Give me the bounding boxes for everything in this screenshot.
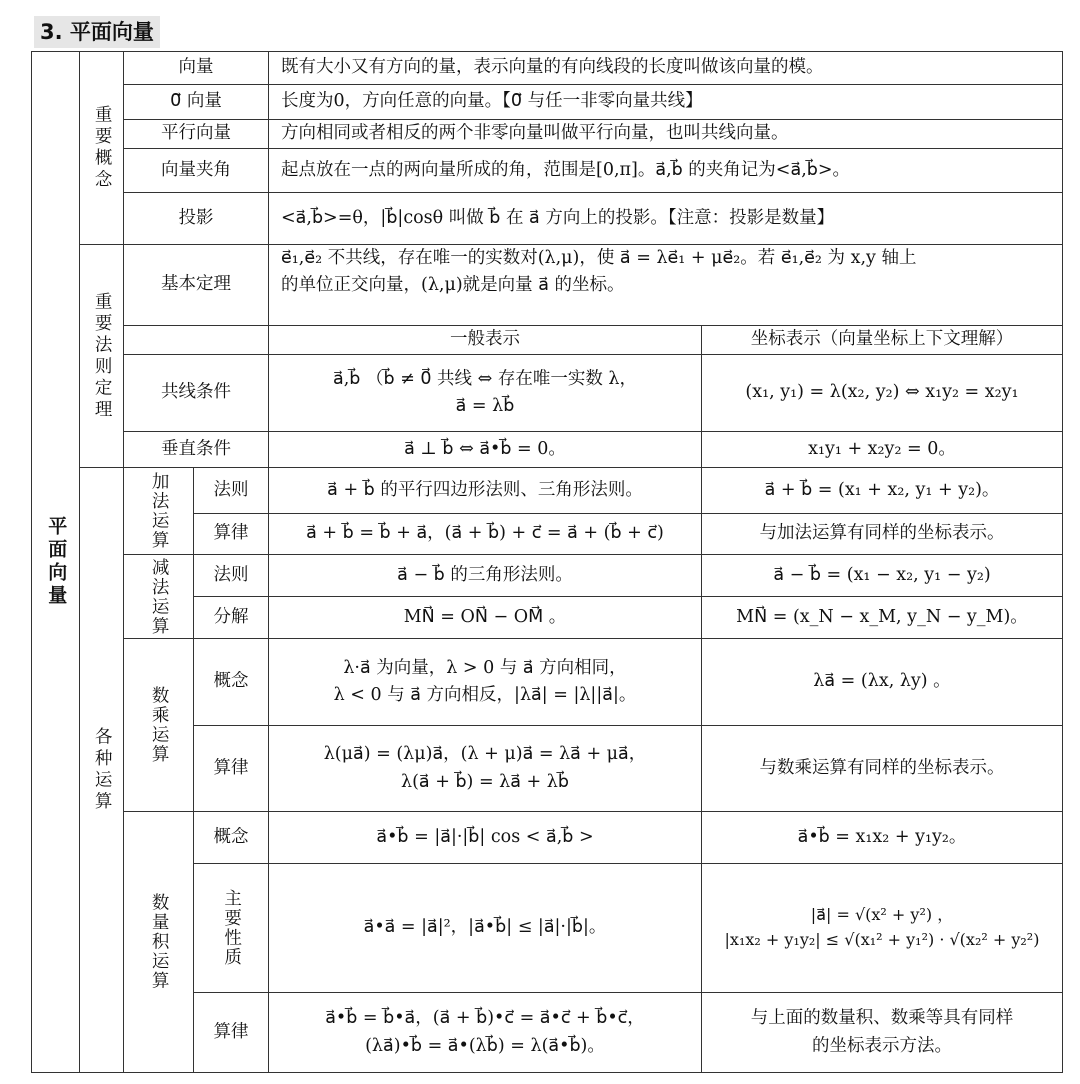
- group-theorems: 重要法则定理: [79, 244, 124, 468]
- scalar-concept-coord: λa⃗ = (λx, λy) 。: [701, 638, 1063, 726]
- op-label: 概念: [193, 811, 269, 864]
- op-add: 加法运算: [123, 467, 194, 555]
- dot-concept-coord: a⃗•b⃗ = x₁x₂ + y₁y₂。: [701, 811, 1063, 864]
- header-coord: 坐标表示（向量坐标上下文理解）: [701, 325, 1063, 355]
- theorem-name: 共线条件: [123, 354, 269, 432]
- sub-decomp-general: MN⃗ = ON⃗ − OM⃗ 。: [268, 596, 702, 639]
- scalar-concept-line2: λ < 0 与 a⃗ 方向相反，|λa⃗| = |λ||a⃗|。: [333, 685, 637, 705]
- group-concepts: 重要概念: [79, 51, 124, 245]
- op-label: 算律: [193, 992, 269, 1073]
- dot-props-general: a⃗•a⃗ = |a⃗|²，|a⃗•b⃗| ≤ |a⃗|·|b⃗|。: [268, 863, 702, 993]
- header-blank: [123, 325, 269, 355]
- concept-name: 向量: [123, 51, 269, 85]
- perp-general: a⃗ ⊥ b⃗ ⇔ a⃗•b⃗ = 0。: [268, 431, 702, 468]
- op-label: 分解: [193, 596, 269, 639]
- dot-props-coord: [701, 863, 1063, 993]
- header-general: 一般表示: [268, 325, 702, 355]
- concept-name: 向量夹角: [123, 148, 269, 193]
- concept-desc: 既有大小又有方向的量，表示向量的有向线段的长度叫做该向量的模。: [268, 51, 1063, 85]
- scalar-law-line1: λ(μa⃗) = (λμ)a⃗，(λ + μ)a⃗ = λa⃗ + μa⃗，: [323, 744, 647, 765]
- add-law-coord: 与加法运算有同样的坐标表示。: [701, 513, 1063, 555]
- collinear-gen-line2: a⃗ = λb⃗: [455, 396, 515, 416]
- scalar-law-coord: 与数乘运算有同样的坐标表示。: [701, 725, 1063, 812]
- concept-desc: 方向相同或者相反的两个非零向量叫做平行向量，也叫共线向量。: [268, 119, 1063, 149]
- scalar-concept-general: [268, 638, 702, 726]
- sub-decomp-coord: MN⃗ = (x_N − x_M, y_N − y_M)。: [701, 596, 1063, 639]
- group-operations: 各种运算: [79, 467, 124, 1073]
- concept-desc: 长度为0，方向任意的向量。【0⃗ 与任一非零向量共线】: [268, 84, 1063, 120]
- op-scalar: 数乘运算: [123, 638, 194, 812]
- collinear-gen-line1: a⃗,b⃗ （b⃗ ≠ 0⃗ 共线 ⇔ 存在唯一实数 λ，: [333, 368, 637, 389]
- collinear-coord: (x₁, y₁) = λ(x₂, y₂) ⇔ x₁y₂ = x₂y₁: [701, 354, 1063, 432]
- dot-concept-general: a⃗•b⃗ = |a⃗|·|b⃗| cos < a⃗,b⃗ >: [268, 811, 702, 864]
- add-rule-coord: a⃗ + b⃗ = (x₁ + x₂, y₁ + y₂)。: [701, 467, 1063, 514]
- theorem-name: 基本定理: [123, 244, 269, 326]
- section-title: 3. 平面向量: [34, 16, 160, 48]
- dot-law-coord: [701, 992, 1063, 1073]
- scalar-law-general: [268, 725, 702, 812]
- dot-law-line1: a⃗•b⃗ = b⃗•a⃗，(a⃗ + b⃗)•c⃗ = a⃗•c⃗ + b⃗•c⃗，: [325, 1008, 645, 1029]
- op-sub: 减法运算: [123, 554, 194, 639]
- theorem-name: 垂直条件: [123, 431, 269, 468]
- op-dot: 数量积运算: [123, 811, 194, 1073]
- dot-law-general: [268, 992, 702, 1073]
- op-label: 算律: [193, 513, 269, 555]
- sub-rule-general: a⃗ − b⃗ 的三角形法则。: [268, 554, 702, 597]
- topic-label: 平面向量: [31, 51, 80, 1073]
- dot-law-coord-line1: 与上面的数量积、数乘等具有同样: [750, 1008, 1014, 1029]
- op-label: 法则: [193, 554, 269, 597]
- concept-name: 平行向量: [123, 119, 269, 149]
- dot-law-line2: (λa⃗)•b⃗ = a⃗•(λb⃗) = λ(a⃗•b⃗)。: [365, 1035, 605, 1056]
- perp-coord: x₁y₁ + x₂y₂ = 0。: [701, 431, 1063, 468]
- dot-props-coord-line2: |x₁x₂ + y₁y₂| ≤ √(x₁² + y₁²) · √(x₂² + y₂²): [724, 930, 1040, 949]
- concept-desc: <a⃗,b⃗>=θ，|b⃗|cosθ 叫做 b⃗ 在 a⃗ 方向上的投影。【注意：投影是数量】: [268, 192, 1063, 245]
- op-label: 概念: [193, 638, 269, 726]
- scalar-law-line2: λ(a⃗ + b⃗) = λa⃗ + λb⃗: [401, 771, 569, 792]
- concept-name: 投影: [123, 192, 269, 245]
- sub-rule-coord: a⃗ − b⃗ = (x₁ − x₂, y₁ − y₂): [701, 554, 1063, 597]
- dot-props-coord-line1: |a⃗| = √(x² + y²) ，: [810, 905, 954, 925]
- theorem-basic-desc: [268, 244, 1063, 326]
- add-law-general: a⃗ + b⃗ = b⃗ + a⃗，(a⃗ + b⃗) + c⃗ = a⃗ + (b⃗ + c⃗): [268, 513, 702, 555]
- op-label: 主要性质: [193, 863, 269, 993]
- scalar-concept-line1: λ·a⃗ 为向量，λ > 0 与 a⃗ 方向相同，: [343, 657, 627, 678]
- collinear-general: [268, 354, 702, 432]
- concept-name: 0⃗ 向量: [123, 84, 269, 120]
- theorem-basic-line1: e⃗₁,e⃗₂ 不共线，存在唯一的实数对(λ,μ)，使 a⃗ = λe⃗₁ + μe⃗₂。若 e⃗₁,e⃗₂ 为 x,y 轴上: [281, 248, 917, 268]
- op-label: 法则: [193, 467, 269, 514]
- concept-desc: 起点放在一点的两向量所成的角，范围是[0,π]。a⃗,b⃗ 的夹角记为<a⃗,b⃗>。: [268, 148, 1063, 193]
- add-rule-general: a⃗ + b⃗ 的平行四边形法则、三角形法则。: [268, 467, 702, 514]
- op-label: 算律: [193, 725, 269, 812]
- dot-law-coord-line2: 的坐标表示方法。: [812, 1035, 952, 1056]
- theorem-basic-line2: 的单位正交向量，(λ,μ)就是向量 a⃗ 的坐标。: [281, 275, 625, 296]
